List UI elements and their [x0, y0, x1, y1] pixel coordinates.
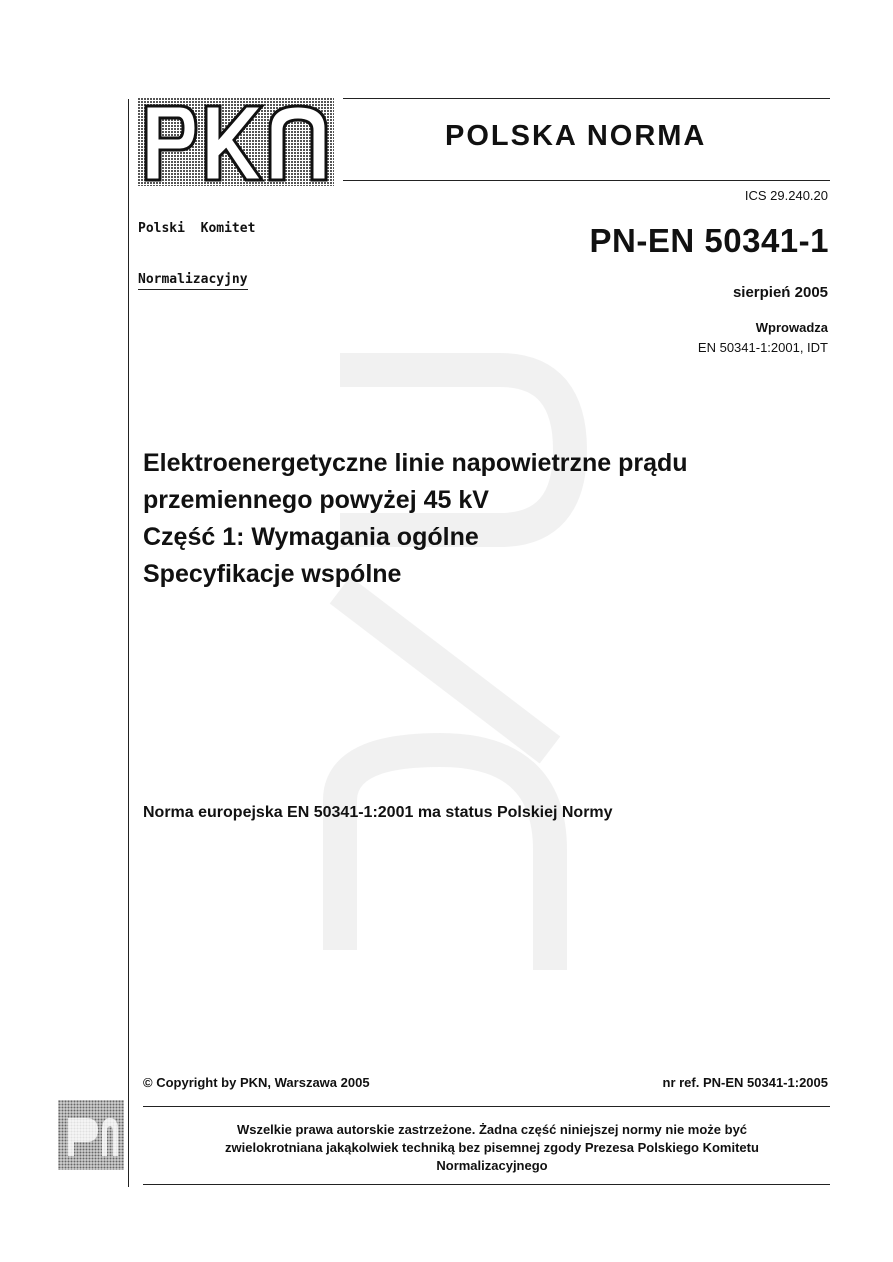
title-line-2: przemiennego powyżej 45 kV [143, 486, 489, 514]
rights-line-1: Wszelkie prawa autorskie zastrzeżone. Żadna część niniejszej normy nie może być [236, 1122, 748, 1137]
header-bottom-rule [343, 180, 830, 181]
footer-bottom-rule [143, 1184, 830, 1185]
introduces-reference: EN 50341-1:2001, IDT [697, 340, 828, 355]
standard-number: PN-EN 50341-1 [589, 222, 829, 259]
ics-code: ICS 29.240.20 [744, 188, 828, 203]
left-vertical-rule [128, 99, 129, 1187]
pkn-logo [138, 98, 338, 188]
title-line-3: Część 1: Wymagania ogólne [143, 523, 479, 551]
reference-number: nr ref. PN-EN 50341-1:2005 [662, 1075, 828, 1090]
document-title [143, 445, 843, 593]
logo-line-1: Polski Komitet [138, 221, 256, 236]
footer-top-rule [143, 1106, 830, 1107]
introduces-label: Wprowadza [755, 320, 828, 335]
pkn-watermark [300, 330, 590, 980]
header-top-rule [343, 98, 830, 99]
rights-notice [148, 1121, 836, 1175]
copyright-notice: © Copyright by PKN, Warszawa 2005 [143, 1075, 370, 1090]
rights-line-3: Normalizacyjnego [436, 1158, 548, 1173]
document-type-heading: POLSKA NORMA [445, 120, 707, 152]
rights-line-2: zwielokrotniana jakąkolwiek techniką bez pisemnej zgody Prezesa Polskiego Komitetu [225, 1140, 759, 1155]
title-line-4: Specyfikacje wspólne [143, 560, 402, 588]
pkn-stamp-icon [58, 1100, 124, 1170]
status-statement: Norma europejska EN 50341-1:2001 ma status Polskiej Normy [143, 804, 613, 821]
publication-date: sierpień 2005 [732, 284, 828, 301]
logo-subtitle [138, 186, 338, 307]
logo-line-2: Normalizacyjny [138, 271, 248, 290]
title-line-1: Elektroenergetyczne linie napowietrzne prądu [143, 449, 688, 477]
